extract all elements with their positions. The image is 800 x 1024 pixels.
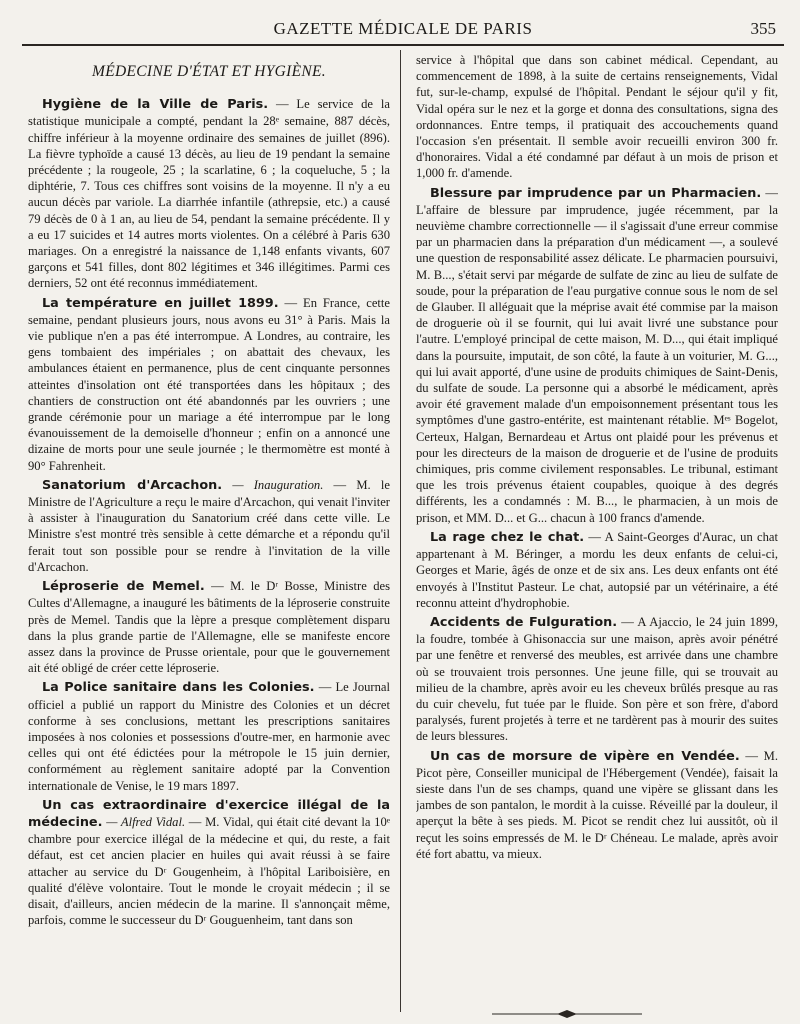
ornament-divider-icon bbox=[492, 1010, 642, 1018]
article-police-sanitaire: La Police sanitaire dans les Colonies. — Le Journal officiel a publié un rapport du Ministre des Colonies et un décret conforme à ses conclusions, mettant les prescriptions sanitaires imposées à nos colonies et possessions d'outre-mer, en harmonie avec celles qui ont été édictées pour la métropole le 15 juin dernier, conformément au règlement sanitaire adopté par la Convention internationale de Venise, le 19 mars 1897. bbox=[28, 680, 390, 793]
article-exercice-illegal: Un cas extraordinaire d'exercice illégal de la médecine. — Alfred Vidal. — M. Vidal, qui était cité devant la 10ᵉ chambre pour exercice illégal de la médecine et qui, du reste, a fait défaut, est cet ancien placier en huiles qui avait réussi à se faire attacher au service du Dʳ Gougenheim, à l'hôpital Lariboisière, en qualité d'élève volontaire. Tout le monde le croyait médecin ; il se disait, d'ailleurs, ancien médecin de la marine. Il s'annonçait même, parfois, comme le successeur du Dʳ Gouguenheim, tant dans son bbox=[28, 797, 390, 928]
section-title: MÉDECINE D'ÉTAT ET HYGIÈNE. bbox=[92, 63, 326, 80]
article-continuation: service à l'hôpital que dans son cabinet médical. Cependant, au commencement de 1898, à la suite de certains renseignements, Vidal fut, sur-le-champ, expulsé de l'hôpital. Pendant le séjour qu'il y fit, Vidal opéra sur le nez et la gorge et donna des consultations, signa des ordonnances. Entre temps, il pratiquait des accouchements quand l'occasion s'en présentait. Il semble avoir recueilli environ 300 fr. d'honoraires. Vidal a été condamné par défaut à un mois de prison et 1,000 fr. d'amende. bbox=[416, 53, 778, 181]
page-number: 355 bbox=[750, 19, 776, 38]
right-column bbox=[416, 52, 778, 1010]
left-column bbox=[28, 52, 390, 1010]
article-paris-hygiene: Hygiène de la Ville de Paris. — Le service de la statistique municipale a compté, pendant la 28ᵉ semaine, 887 décès, chiffre inférieur à la moyenne ordinaire des semaines de juillet (896). La fièvre typhoïde a causé 13 décès, au lieu de 19 pendant la semaine précédente ; la rougeole, 25 ; la scarlatine, 6 ; la coqueluche, 5 ; la diphtérie, 7. Tous ces chiffres sont voisins de la moyenne. Il n'y a eu aucun décès par variole. La diarrhée infantile (athrepsie, etc.) a causé 79 décès de 0 à 1 an, au lieu de 54, pendant la semaine précédente. Il y a eu 17 suicides et 14 autres morts violentes. On a célébré à Paris 630 mariages. On a enregistré la naissance de 1,148 enfants vivants, 607 garçons et 541 filles, dont 802 légitimes et 346 illégitimes. Parmi ces derniers, 52 ont été reconnus immédiatement. bbox=[28, 97, 390, 291]
article-arcachon: Sanatorium d'Arcachon. — Inauguration. — M. le Ministre de l'Agriculture a reçu le maire d'Arcachon, qui venait l'inviter à assister à l'inauguration du Sanatorium créé dans cette ville. Le Ministre s'est montré très sensible à cette démarche et a répondu qu'il ferait tout son possible pour se rendre à l'invitation de la ville d'Arcachon. bbox=[28, 477, 390, 574]
newspaper-page bbox=[22, 14, 784, 1014]
article-rage-chat: La rage chez le chat. — A Saint-Georges d'Aurac, un chat appartenant à M. Béringer, a mordu les deux enfants de celui-ci, Georges et Marie, âgés de onze et de six ans. Les deux enfants ont été envoyés à l'Institut Pasteur. Le chat, autopsié par un vétérinaire, a été reconnu atteint d'hydrophobie. bbox=[416, 529, 778, 610]
article-pharmacien: Blessure par imprudence par un Pharmacien. — L'affaire de blessure par imprudence, jugée récemment, par la neuvième chambre correctionnelle — il s'agissait d'une erreur commise par un pharmacien dans la préparation d'un médicament —, a soulevé une question de responsabilité assez délicate. Le pharmacien poursuivi, M. B..., s'était servi par mégarde de sulfate de zinc au lieu de sulfate de soude, pour la préparation de l'eau purgative connue sous le nom de sel de Glauber. Il alléguait que la méprise avait été commise par la maison de droguerie où il se fournit, qui lui avait livré une substance pour l'autre. L'employé principal de cette maison, M. D..., qui était impliqué dans la poursuite, imputait, de son côté, la faute à un voiturier, M. G..., qui lui avait apporté, d'une usine de produits chimiques de Saint-Denis, du sulfate de soude. La personne qui a absorbé le médicament, après avoir été gravement malade d'un empoisonnement présentant tous les symptômes d'une gastro-entérite, est maintenant rétablie. Mᵉˢ Bogelot, Certeux, Halgan, Bernardeau et Artus ont plaidé pour les prévenus et pour les directeurs de la maison de droguerie et de l'usine de produits chimiques, pris comme civilement responsables. Le tribunal, estimant que les trois prévenus étaient coupables, quoique à des degrés différents, les a condamnés : M. B..., le pharmacien, à un mois de prison, et MM. D... et G... chacun à 100 francs d'amende. bbox=[416, 185, 778, 525]
article-fulguration: Accidents de Fulguration. — A Ajaccio, le 24 juin 1899, la foudre, tombée à Ghisonaccia sur une maison, après avoir pénétré par une fenêtre et renversé des meubles, est arrivée dans une chambre où se trouvaient trois personnes. Une jeune fille, qui se trouvait au milieu de la chambre, après avoir eu les cheveux brûlés presque au ras du cuir chevelu, fut tuée par le fluide. Son père et son frère, d'abord paralysés, furent projetés à terre et ne tardèrent pas à mourir des suites de leurs blessures. bbox=[416, 614, 778, 744]
article-temperature: La température en juillet 1899. — En France, cette semaine, pendant plusieurs jours, nous avons eu 31° à Paris. Mais la vie publique n'en a pas été interrompue. A Londres, au contraire, les gens tombaient des impériales ; on abattait des chevaux, les ambulances étaient en permanence, plus de cent cinquante personnes atteintes d'insolation ont été transportées dans les hôpitaux ; des chantiers de construction ont été abandonnés par les ouvriers ; une grande cérémonie pour un mariage a été interrompue par le long évanouissement de la demoiselle d'honneur ; enfin on a annoncé une dizaine de morts pour une seule journée ; le thermomètre est monté à 90° Fahrenheit. bbox=[28, 295, 390, 473]
article-vipere: Un cas de morsure de vipère en Vendée. — M. Picot père, Conseiller municipal de l'Hébergement (Vendée), faisait la sieste dans l'un de ses champs, quand une vipère se glissant dans les jambes de son pantalon, le mordit à la cuisse. Réveillé par la douleur, il aperçut la bête à ses pieds. M. Picot se rendit chez lui aussitôt, où il reçut les soins empressés de M. le Dʳ Chéneau. Le malade, après avoir été fort abattu, va mieux. bbox=[416, 748, 778, 861]
page-header bbox=[22, 14, 784, 46]
column-divider bbox=[400, 50, 401, 1012]
journal-title: GAZETTE MÉDICALE DE PARIS bbox=[273, 19, 533, 38]
article-memel: Léproserie de Memel. — M. le Dʳ Bosse, Ministre des Cultes d'Allemagne, a inauguré les bâtiments de la léproserie construite près de Memel. Tandis que la lèpre a presque complètement disparu dans la plus grande partie de l'Allemagne, elle se manifeste encore assez dans la province de Prusse orientale, pour que le gouvernement ait été obligé de créer cette léproserie. bbox=[28, 579, 390, 676]
